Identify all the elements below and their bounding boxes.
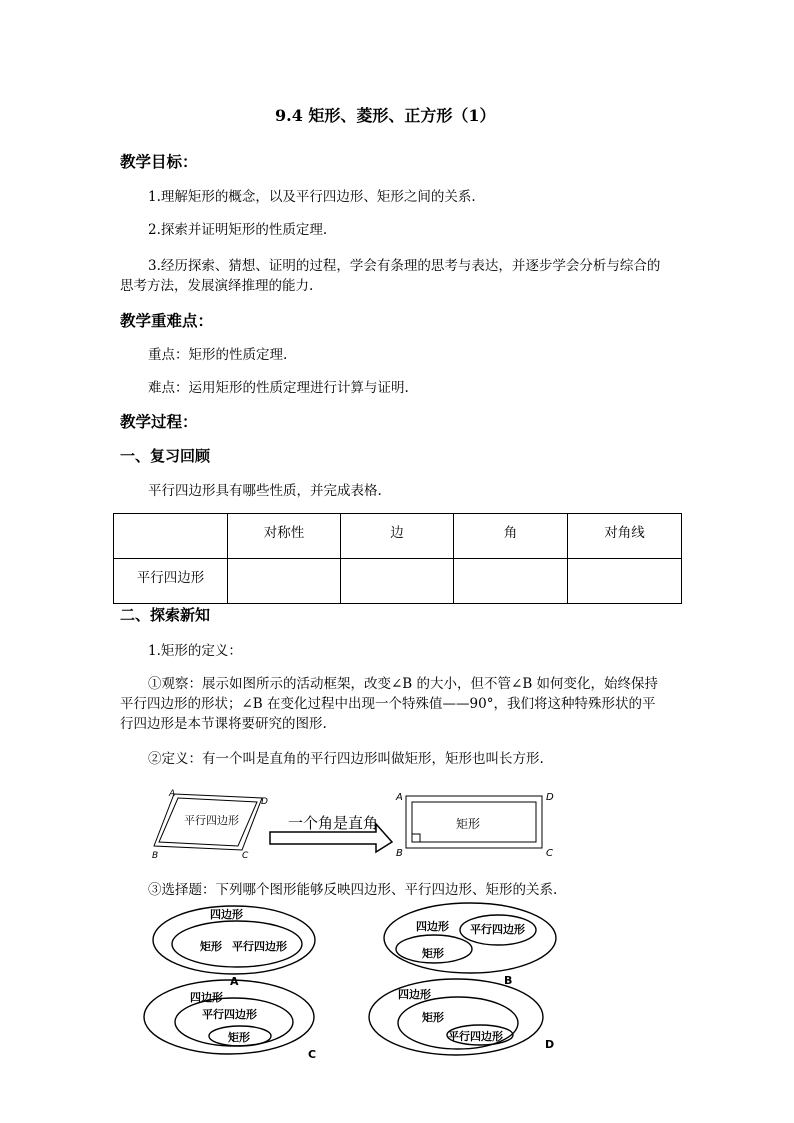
rectangle-label: 矩形 xyxy=(456,817,481,831)
review-heading: 一、复习回顾 xyxy=(120,447,211,465)
option-d-label-b: 平行四边形 xyxy=(448,1030,503,1043)
option-b-outer-label: 四边形 xyxy=(416,920,449,933)
option-a-outer-label: 四边形 xyxy=(210,908,243,921)
vertex-label: C xyxy=(242,851,249,861)
table-header-cell: 角 xyxy=(454,514,568,559)
vertex-label: B xyxy=(396,848,403,859)
option-c-outer-label: 四边形 xyxy=(190,991,223,1004)
options-figure xyxy=(140,900,580,1060)
table-header-cell: 对角线 xyxy=(568,514,682,559)
table-cell xyxy=(341,559,454,604)
vertex-label: C xyxy=(546,848,553,859)
option-c-label-b: 矩形 xyxy=(228,1031,250,1044)
option-b-label-b: 矩形 xyxy=(422,947,444,960)
arrow-label: 一个角是直角 xyxy=(288,814,379,832)
option-a-label-a: 矩形 xyxy=(200,940,222,953)
vertex-label: D xyxy=(546,792,554,803)
table-cell xyxy=(568,559,682,604)
properties-table xyxy=(113,513,682,604)
option-d-label-a: 矩形 xyxy=(422,1011,444,1024)
key-point-item: 重点：矩形的性质定理. xyxy=(148,347,288,363)
option-a-label-b: 平行四边形 xyxy=(232,940,287,953)
explore-heading: 二、探索新知 xyxy=(120,606,211,624)
review-intro: 平行四边形具有哪些性质，并完成表格. xyxy=(148,483,382,499)
goal-item: 1.理解矩形的概念，以及平行四边形、矩形之间的关系. xyxy=(148,189,476,205)
table-row-label: 平行四边形 xyxy=(114,559,228,604)
vertex-label: D xyxy=(261,797,268,807)
vertex-label: A xyxy=(169,789,176,799)
goal-item: 3.经历探索、猜想、证明的过程，学会有条理的思考与表达，并逐步学会分析与综合的 xyxy=(148,258,661,274)
observe-line: 平行四边形的形状；∠B 在变化过程中出现一个特殊值——90°，我们将这种特殊形状的平 xyxy=(120,696,656,712)
process-heading: 教学过程： xyxy=(120,412,198,431)
table-header-cell xyxy=(114,514,228,559)
vertex-label: B xyxy=(152,851,159,861)
definition-text: ②定义：有一个叫是直角的平行四边形叫做矩形，矩形也叫长方形. xyxy=(148,751,544,767)
observe-line: ①观察：展示如图所示的活动框架，改变∠B 的大小，但不管∠B 如何变化，始终保持 xyxy=(148,676,659,692)
table-header-cell: 边 xyxy=(341,514,454,559)
page-title: 9.4 矩形、菱形、正方形（1） xyxy=(275,106,496,125)
table-header-cell: 对称性 xyxy=(228,514,341,559)
goal-item: 2.探索并证明矩形的性质定理. xyxy=(148,222,328,238)
option-letter: D xyxy=(545,1038,555,1051)
goal-item: 思考方法，发展演绎推理的能力. xyxy=(120,278,314,294)
goals-heading: 教学目标： xyxy=(120,152,198,171)
option-letter: B xyxy=(504,974,513,987)
table-cell xyxy=(454,559,568,604)
option-c-label-a: 平行四边形 xyxy=(202,1008,257,1021)
option-b-label-a: 平行四边形 xyxy=(470,923,525,936)
option-letter: C xyxy=(308,1048,317,1060)
rect-definition-subheading: 1.矩形的定义： xyxy=(148,643,242,659)
option-letter: A xyxy=(230,975,239,988)
table-cell xyxy=(228,559,341,604)
key-point-item: 难点：运用矩形的性质定理进行计算与证明. xyxy=(148,380,409,396)
vertex-label: A xyxy=(396,792,403,803)
parallelogram-label: 平行四边形 xyxy=(184,814,239,827)
option-d-outer-label: 四边形 xyxy=(398,988,431,1001)
frame-figure xyxy=(144,784,584,864)
observe-line: 行四边形是本节课将要研究的图形. xyxy=(120,716,327,732)
question-text: ③选择题：下列哪个图形能够反映四边形、平行四边形、矩形的关系. xyxy=(148,882,558,898)
key-points-heading: 教学重难点： xyxy=(120,311,214,330)
